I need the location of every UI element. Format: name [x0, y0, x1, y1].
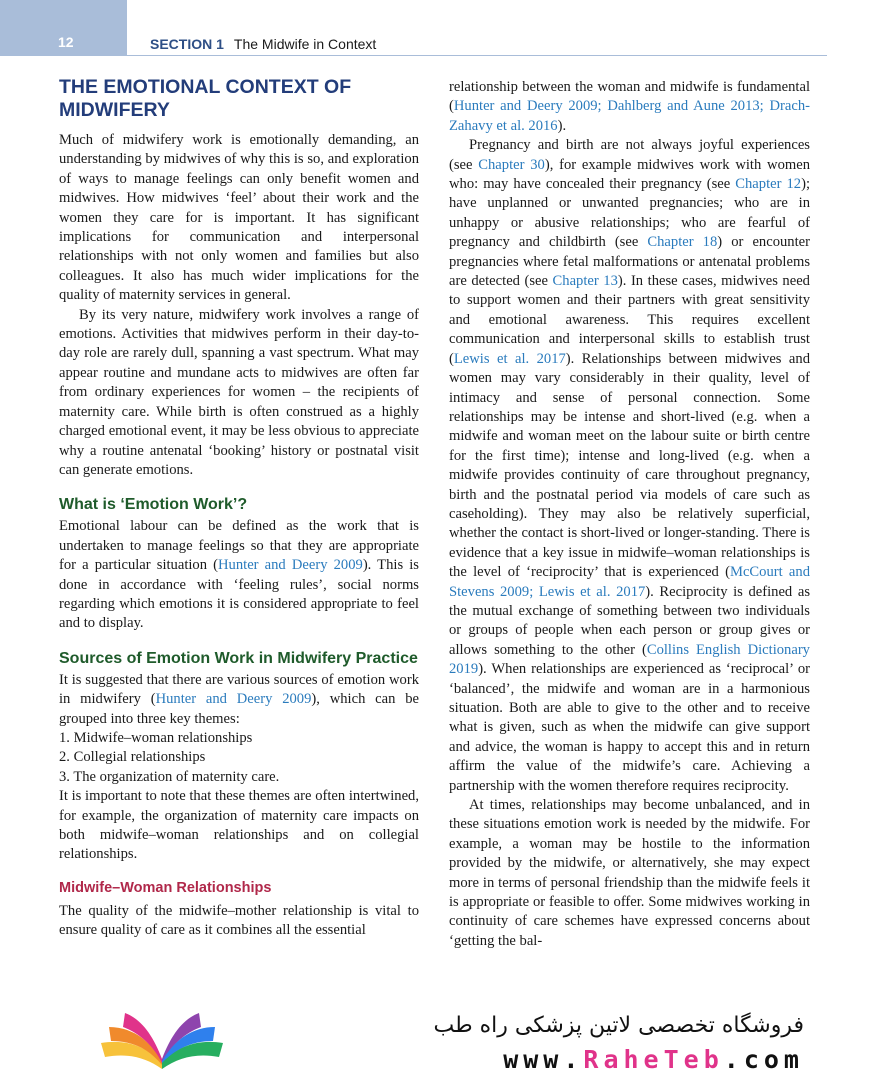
open-book-logo-icon: [95, 1005, 230, 1077]
section-heading-sources: Sources of Emotion Work in Midwifery Practice: [59, 649, 418, 667]
chapter-link[interactable]: Chapter 13: [552, 273, 618, 290]
paragraph: Emotional labour can be defined as the work that is undertaken to manage feelings so that they are appropriate for a particular situation (Hunter and Deery 2009). This is done in accordance with ‘feeling rules’, social norms regarding which emotions it is considered appropriate to feel and to display.: [59, 518, 419, 632]
chapter-link[interactable]: Chapter 12: [735, 176, 802, 193]
watermark-url: www.RaheTeb.com: [503, 1045, 804, 1074]
watermark-store-name: فروشگاه تخصصی لاتین پزشکی راه طب: [433, 1013, 804, 1038]
list-item: 2. Collegial relationships: [59, 749, 206, 766]
header-divider: [127, 55, 827, 56]
citation-link[interactable]: Lewis et al. 2017: [453, 350, 566, 367]
list-item: 3. The organization of maternity care.: [59, 768, 280, 785]
list-item: 1. Midwife–woman relationships: [59, 729, 253, 746]
citation-link[interactable]: McCourt and Stevens 2009; Lewis et al. 2017: [449, 564, 810, 600]
citation-link[interactable]: Hunter and Deery 2009: [155, 691, 312, 708]
running-header: [150, 36, 376, 52]
paragraph: Much of midwifery work is emotionally demanding, an understanding by midwives of why this is so, and exploration of ways to manage feelings can only benefit women and midwives. How midwives ‘feel’ about their work and the women they care for is important. It has significant implications for communication and interpersonal relationships with not only women and families but also colleagues. It also has much wider implications for the quality of maternity services in general.: [59, 132, 419, 304]
subsection-heading: Midwife–Woman Relationships: [59, 879, 272, 896]
page-number: 12: [58, 34, 74, 50]
paragraph: The quality of the midwife–mother relationship is vital to ensure quality of care as it combines all the essential: [59, 902, 419, 939]
chapter-link[interactable]: Chapter 30: [478, 156, 545, 173]
paragraph: At times, relationships may become unbalanced, and in these situations emotion work is needed by the midwife. For example, a woman may be hostile to the information provided by the midwife, or alternatively, she may expect more in terms of personal friendship than the midwife feels it is appropriate or feasible to offer. Some midwives working in continuity of care schemes have expressed concerns about ‘getting the bal-: [449, 797, 810, 949]
section-heading-emotion-work: What is ‘Emotion Work’?: [59, 496, 248, 514]
chapter-link[interactable]: Chapter 18: [647, 234, 718, 251]
section-title: The Midwife in Context: [233, 36, 377, 52]
section-label: SECTION 1: [150, 36, 224, 52]
right-column: [449, 78, 810, 951]
chapter-heading: THE EMOTIONAL CONTEXT OF MIDWIFERY: [59, 76, 352, 121]
themes-list: [59, 729, 419, 787]
paragraph: Pregnancy and birth are not always joyful experiences (see Chapter 30), for example midwives work with women who: may have concealed their pregnancy (see Chapter 12); have unplanned or unwanted pregnancies; who are in unhappy or abusive relationships; who are fearful of pregnancy and childbirth (see Chapter 18) or encounter pregnancies where fetal malformations or antenatal problems are detected (see Chapter 13). In these cases, midwives need to support women and their partners with great sensitivity and emotional awareness. This requires excellent communication and interpersonal skills to establish trust (Lewis et al. 2017). Relationships between midwives and women may vary considerably in their quality, level of intimacy and sense of personal connection. Some relationships may be intense and short-lived (e.g. when a midwife and woman meet on the labour suite or birth centre for the first time); intense and long-lived (e.g. when a midwife provides continuity of care throughout pregnancy, birth and the postnatal period via models of care such as caseholding). They may also be relatively superficial, whether the contact is short-lived or longer-standing. There is evidence that a key issue in midwife–woman relationships is the level of ‘reciprocity’ that is experienced (McCourt and Stevens 2009; Lewis et al. 2017). Reciprocity is defined as the mutual exchange of something between two individuals or groups of people when each person or group gives or allows something to the other (Collins English Dictionary 2019). When relationships are experienced as ‘reciprocal’ or ‘balanced’, the midwife and woman are in a harmonious situation. Both are able to give to the other and to receive what is given, such as when the midwife can give support and advice, the woman is happy to accept this and in return affirm the value of the midwife’s care. Achieving a partnership with the women therefore requires reciprocity.: [449, 137, 810, 794]
paragraph: It is important to note that these themes are often intertwined, for example, the organization of maternity care impacts on both midwife–woman relationships and on collegial relationships.: [59, 788, 419, 863]
paragraph: It is suggested that there are various sources of emotion work in midwifery (Hunter and Deery 2009), which can be grouped into three key themes:: [59, 671, 419, 727]
citation-link[interactable]: Collins English Dictionary 2019: [449, 641, 810, 678]
paragraph: relationship between the woman and midwife is fundamental (Hunter and Deery 2009; Dahlberg and Aune 2013; Drach-Zahavy et al. 2016).: [449, 79, 810, 134]
citation-link[interactable]: Hunter and Deery 2009; Dahlberg and Aune 2013; Drach-Zahavy et al. 2016: [449, 98, 810, 134]
bottom-fade: [50, 960, 826, 992]
citation-link[interactable]: Hunter and Deery 2009: [218, 557, 363, 574]
left-column: [59, 72, 419, 941]
paragraph: By its very nature, midwifery work involves a range of emotions. Activities that midwives perform in their day-to-day role are rarely dull, spanning a vast spectrum. What may appear routine and mundane acts to midwives are often far from ordinary experiences for women – the recipients of maternity care. While birth is often construed as a highly charged emotional event, it may be less obvious to appreciate why a routine antenatal ‘booking’ history or postnatal visit can generate emotions.: [59, 306, 419, 478]
